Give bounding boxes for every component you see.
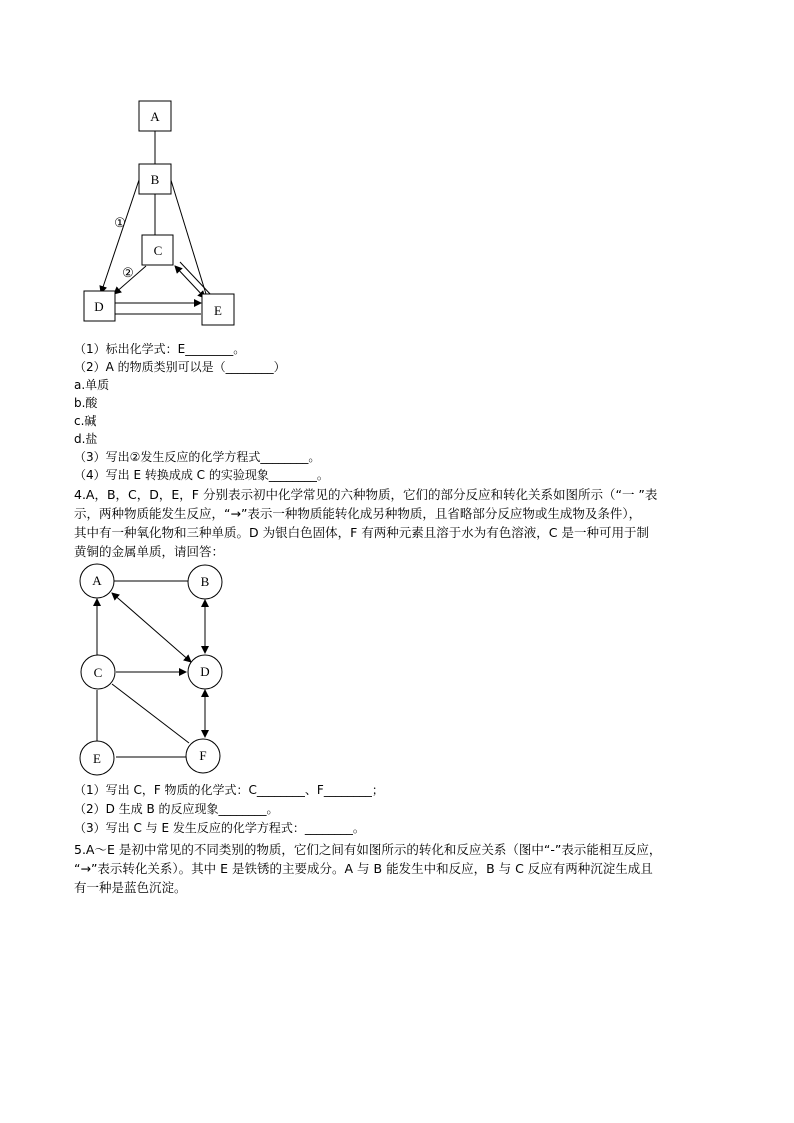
node-a-label: A xyxy=(92,573,102,588)
q3-option-c: c.碱 xyxy=(74,414,97,428)
q4-sub2: （2）D 生成 B 的反应现象________。 xyxy=(74,802,279,816)
node-d-label: D xyxy=(200,664,210,679)
node-c-label: C xyxy=(93,665,103,680)
node-d-label: D xyxy=(94,299,104,314)
arrow-b-d xyxy=(101,177,140,293)
marker-two: ② xyxy=(122,265,134,280)
q5-stem-line2: “→”表示转化关系）。其中 E 是铁锈的主要成分。A 与 B 能发生中和反应，B 与 C 反应有两种沉淀生成且 xyxy=(74,861,653,876)
q3-option-b: b.酸 xyxy=(74,396,98,410)
q4-stem-line1: 4.A，B，C，D，E，F 分别表示初中化学常见的六种物质，它们的部分反应和转化关系如图所示（“一 ”表 xyxy=(74,487,658,502)
node-b-label: B xyxy=(150,172,160,187)
q3-sub4: （4）写出 E 转换成成 C 的实验现象________。 xyxy=(74,468,329,482)
arrow-c-e-double xyxy=(175,266,205,298)
edge-c-f xyxy=(112,684,189,743)
q4-stem-line3: 其中有一种氧化物和三种单质。D 为银白色固体，F 有两种元素且溶于水为有色溶液，C 是一种可用于制 xyxy=(74,525,649,540)
node-f-label: F xyxy=(199,748,207,763)
marker-one: ① xyxy=(114,215,126,230)
node-e-label: E xyxy=(93,751,101,766)
arrow-e-c xyxy=(180,262,212,296)
node-c-label: C xyxy=(153,243,163,258)
q3-option-a: a.单质 xyxy=(74,378,110,392)
q5-stem xyxy=(74,840,730,897)
q3-sub2: （2）A 的物质类别可以是（________） xyxy=(74,360,286,374)
q4-sub3: （3）写出 C 与 E 发生反应的化学方程式：________。 xyxy=(74,821,365,835)
node-b-label: B xyxy=(200,574,210,589)
q4-stem xyxy=(74,485,730,561)
q4-stem-line4: 黄铜的金属单质，请回答： xyxy=(74,544,225,559)
node-e-label: E xyxy=(214,303,222,318)
node-a-label: A xyxy=(150,109,160,124)
q3-option-d: d.盐 xyxy=(74,432,98,446)
q5-stem-line3: 有一种是蓝色沉淀。 xyxy=(74,880,187,895)
q5-stem-line1: 5.A～E 是初中常见的不同类别的物质，它们之间有如图所示的转化和反应关系（图中“-”表示能相互反应， xyxy=(74,842,662,857)
q4-stem-line2: 示，两种物质能发生反应，“→”表示一种物质能转化成另种物质，且省略部分反应物或生成物及条件）， xyxy=(74,506,642,521)
diagram-2 xyxy=(76,560,236,780)
q3-sub3: （3）写出②发生反应的化学方程式________。 xyxy=(74,450,321,464)
arrow-a-d-double xyxy=(112,593,191,662)
q3-sub1: （1）标出化学式：E________。 xyxy=(74,342,246,356)
q4-sub1: （1）写出 C，F 物质的化学式：C________、F________； xyxy=(74,783,384,797)
diagram-1 xyxy=(78,95,248,335)
